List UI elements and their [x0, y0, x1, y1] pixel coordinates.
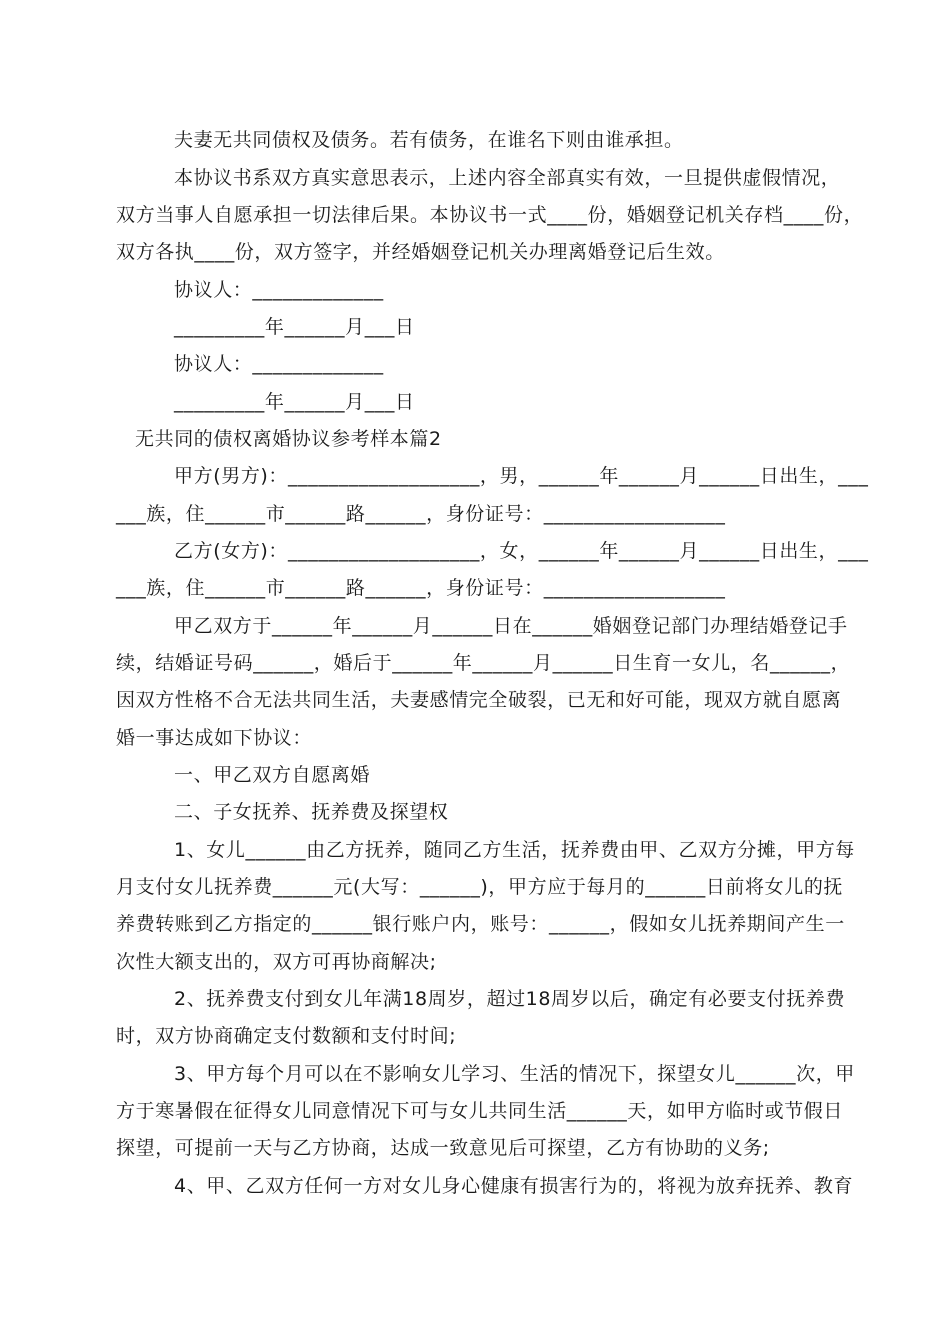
text-line: 探望，可提前一天与乙方协商，达成一致意见后可探望，乙方有协助的义务; — [116, 1137, 770, 1159]
text-line: 因双方性格不合无法共同生活，夫妻感情完全破裂，已无和好可能，现双方就自愿离 — [116, 689, 842, 711]
date-line: _________年______月___日 — [174, 391, 415, 413]
text-line: 时，双方协商确定支付数额和支付时间; — [116, 1025, 457, 1047]
text-line: 续，结婚证号码______，婚后于______年______月______日生育一女儿，名______， — [116, 652, 851, 674]
clause-heading: 一、甲乙双方自愿离婚 — [174, 764, 371, 786]
text-line: 甲乙双方于______年______月______日在______婚姻登记部门办理结婚登记手 — [174, 615, 848, 637]
text-line: 次性大额支出的，双方可再协商解决; — [116, 951, 437, 973]
text-line: 方于寒暑假在征得女儿同意情况下可与女儿共同生活______天，如甲方临时或节假日 — [116, 1100, 844, 1122]
text-line: 2、抚养费支付到女儿年满18周岁，超过18周岁以后，确定有必要支付抚养费 — [174, 988, 846, 1010]
signature-line: 协议人：_____________ — [174, 353, 384, 375]
signature-line: 协议人：_____________ — [174, 279, 384, 301]
text-line: 双方各执____份，双方签字，并经婚姻登记机关办理离婚登记后生效。 — [116, 241, 725, 263]
text-line: 养费转账到乙方指定的______银行账户内，账号：______，假如女儿抚养期间产生一 — [116, 913, 845, 935]
clause-heading: 二、子女抚养、抚养费及探望权 — [174, 801, 449, 823]
text-line: 夫妻无共同债权及债务。若有债务，在谁名下则由谁承担。 — [174, 129, 684, 151]
text-line: 3、甲方每个月可以在不影响女儿学习、生活的情况下，探望女儿______次，甲 — [174, 1063, 855, 1085]
text-line: 本协议书系双方真实意思表示，上述内容全部真实有效，一旦提供虚假情况， — [174, 167, 841, 189]
section-title: 无共同的债权离婚协议参考样本篇2 — [135, 428, 442, 450]
text-line: 乙方(女方)：___________________，女，______年______月______日出生，___ — [174, 540, 869, 562]
text-line: 1、女儿______由乙方抚养，随同乙方生活，抚养费由甲、乙双方分摊，甲方每 — [174, 839, 855, 861]
text-line: 婚一事达成如下协议： — [116, 727, 313, 749]
text-line: 双方当事人自愿承担一切法律后果。本协议书一式____份，婚姻登记机关存档____份， — [116, 204, 864, 226]
text-line: ___族，住______市______路______，身份证号：__________________ — [116, 577, 726, 599]
text-line: 甲方(男方)：___________________，男，______年______月______日出生，___ — [174, 465, 869, 487]
date-line: _________年______月___日 — [174, 316, 415, 338]
text-line: 月支付女儿抚养费______元(大写：______)，甲方应于每月的______日前将女儿的抚 — [116, 876, 844, 898]
text-line: ___族，住______市______路______，身份证号：__________________ — [116, 503, 726, 525]
text-line: 4、甲、乙双方任何一方对女儿身心健康有损害行为的，将视为放弃抚养、教育 — [174, 1175, 854, 1197]
